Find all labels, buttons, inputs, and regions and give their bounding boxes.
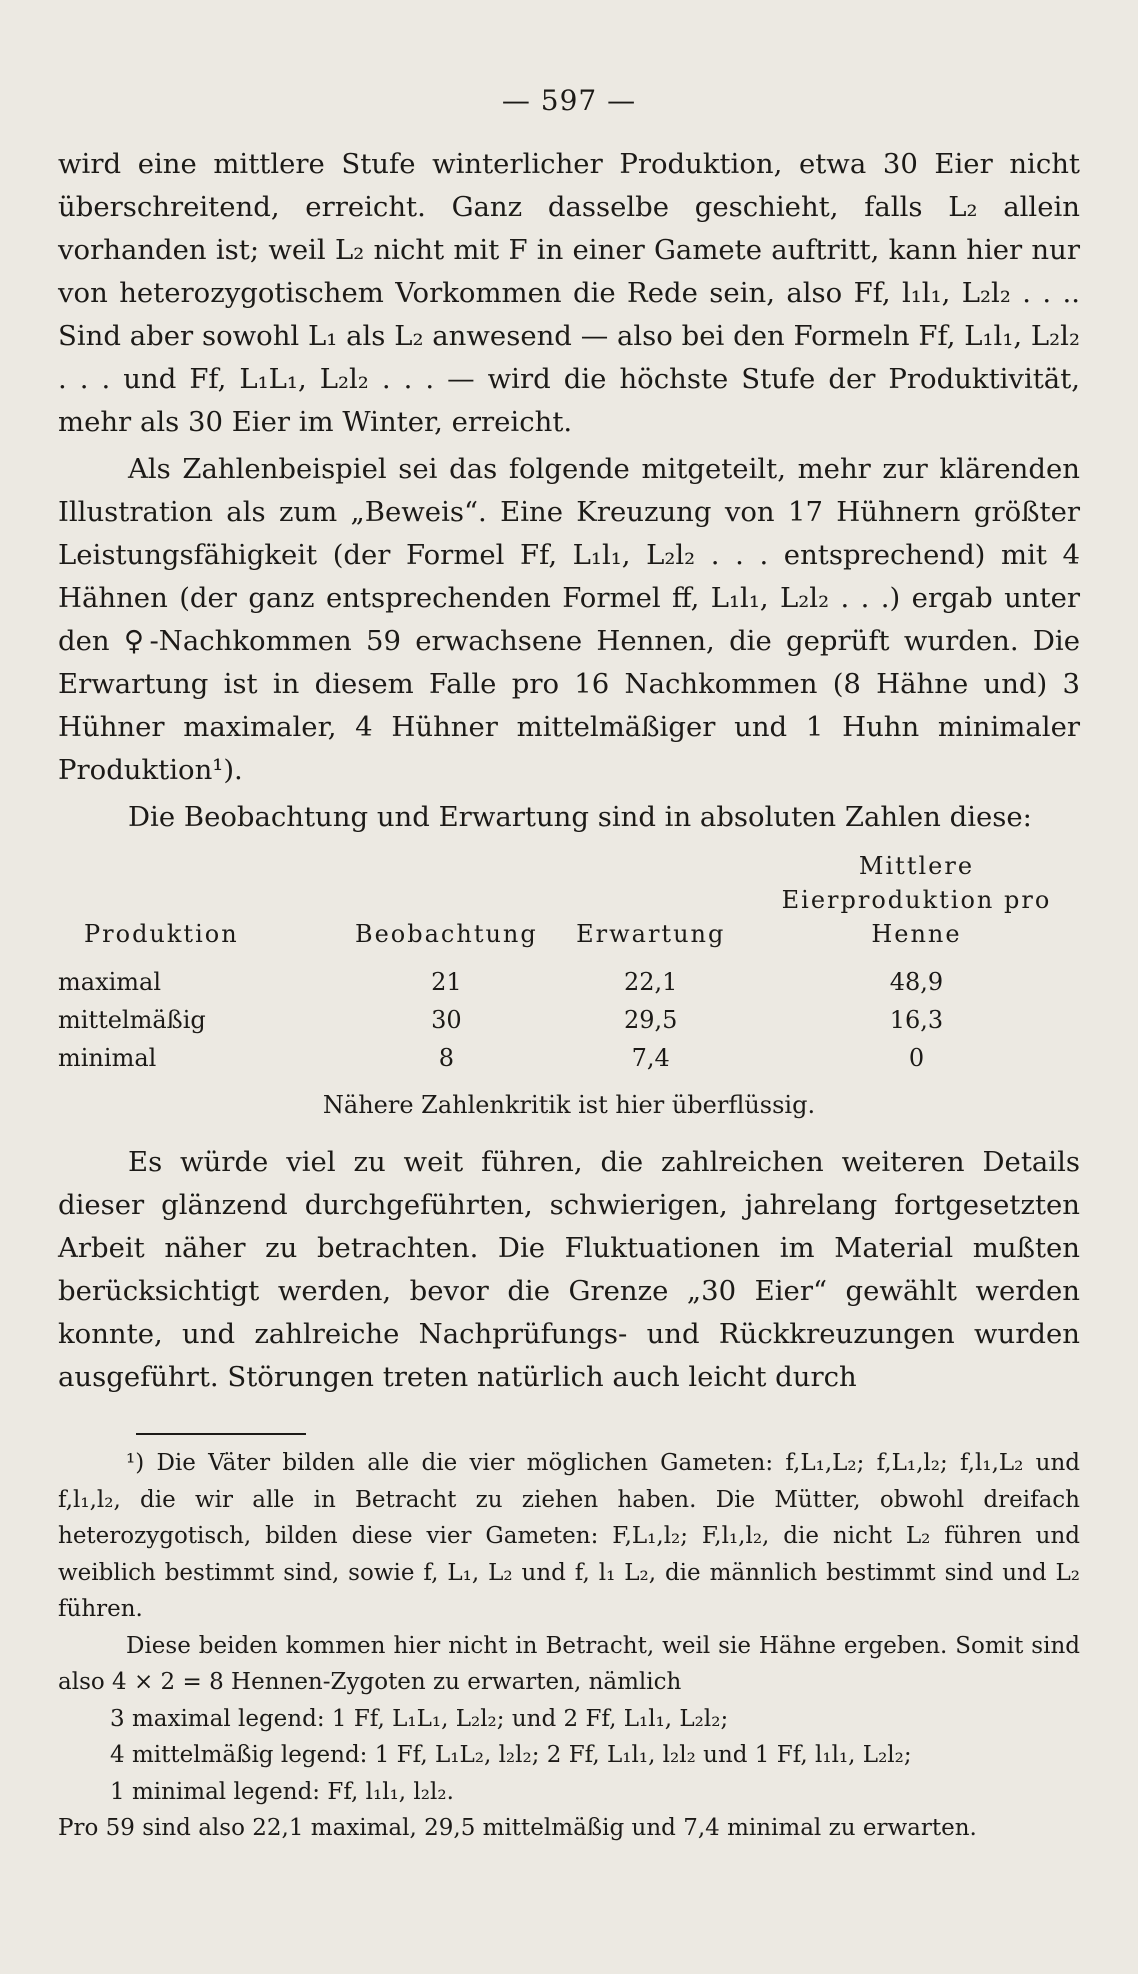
cell-label: maximal [58, 968, 162, 996]
table-row [58, 1039, 1080, 1077]
header-produktion: Produktion [84, 920, 239, 948]
cell-beobachtung: 8 [438, 1044, 454, 1072]
paragraph-2: Als Zahlenbeispiel sei das folgende mitgeteilt, mehr zur klärenden Illustration als zum „Beweis“. Eine Kreuzung von 17 Hühnern größter Leistungsfähigkeit (der Formel Ff, L₁l₁, L₂l₂ . . . entsprechend) mit 4 Hähnen (der ganz entsprechenden Formel ff, L₁l₁, L₂l₂ . . .) ergab unter den ♀-Nachkommen 59 erwachsene Hennen, die geprüft wurden. Die Erwartung ist in diesem Falle pro 16 Nachkommen (8 Hähne und) 3 Hühner maximaler, 4 Hühner mittelmäßiger und 1 Huhn minimaler Produktion¹). [58, 453, 1080, 786]
cell-erwartung: 29,5 [624, 1006, 678, 1034]
main-text [58, 143, 1080, 1399]
header-erwartung: Erwartung [576, 920, 726, 948]
footnote-continuation: Diese beiden kommen hier nicht in Betracht, weil sie Hähne ergeben. Somit sind also 4 × 2 = 8 Hennen-Zygoten zu erwarten, nämlich [58, 1632, 1080, 1695]
cell-eierproduktion: 48,9 [889, 968, 944, 996]
cell-eierproduktion: 0 [908, 1044, 925, 1072]
footnote-list-item: 3 maximal legend: 1 Ff, L₁L₁, L₂l₂; und 2 Ff, L₁l₁, L₂l₂; [110, 1705, 729, 1732]
table-note: Nähere Zahlenkritik ist hier überflüssig. [322, 1091, 816, 1119]
cell-erwartung: 7,4 [631, 1044, 670, 1072]
cell-beobachtung: 30 [431, 1006, 462, 1034]
table-header-row [58, 849, 1080, 963]
footnotes [58, 1445, 1080, 1847]
header-beobachtung: Beobachtung [354, 920, 538, 948]
footnote-list-item: 4 mittelmäßig legend: 1 Ff, L₁L₂, l₂l₂; 2 Ff, L₁l₁, l₂l₂ und 1 Ff, l₁l₁, L₂l₂; [110, 1742, 912, 1768]
cell-label: minimal [58, 1044, 157, 1072]
cell-label: mittelmäßig [58, 1006, 206, 1034]
cell-beobachtung: 21 [431, 968, 462, 996]
footnote-1: ¹) Die Väter bilden alle die vier möglichen Gameten: f,L₁,L₂; f,L₁,l₂; f,l₁,L₂ und f,l₁,l₂, die wir alle in Betracht zu ziehen haben. Die Mütter, obwohl dreifach heterozygotisch, bilden diese vier Gameten: F,L₁,l₂; F,l₁,l₂, die nicht L₂ führen und weiblich bestimmt sind, sowie f, L₁, L₂ und f, l₁ L₂, die männlich bestimmt sind und L₂ führen. [58, 1450, 1080, 1622]
cell-erwartung: 22,1 [624, 968, 678, 996]
cell-eierproduktion: 16,3 [889, 1006, 944, 1034]
production-table [58, 849, 1080, 1077]
paragraph-3: Die Beobachtung und Erwartung sind in absoluten Zahlen diese: [128, 801, 1032, 833]
footnote-list-item: 1 minimal legend: Ff, l₁l₁, l₂l₂. [110, 1778, 454, 1805]
paragraph-4: Es würde viel zu weit führen, die zahlreichen weiteren Details dieser glänzend durchgeführten, schwierigen, jahrelang fortgesetzten Arbeit näher zu betrachten. Die Fluktuationen im Material mußten berücksichtigt werden, bevor die Grenze „30 Eier“ gewählt werden konnte, und zahlreiche Nachprüfungs- und Rückkreuzungen wurden ausgeführt. Störungen treten natürlich auch leicht durch [58, 1146, 1080, 1393]
footnote-conclusion: Pro 59 sind also 22,1 maximal, 29,5 mittelmäßig und 7,4 minimal zu erwarten. [58, 1815, 977, 1841]
paragraph-1: wird eine mittlere Stufe winterlicher Produktion, etwa 30 Eier nicht überschreitend, erreicht. Ganz dasselbe geschieht, falls L₂ allein vorhanden ist; weil L₂ nicht mit F in einer Gamete auftritt, kann hier nur von heterozygotischem Vorkommen die Rede sein, also Ff, l₁l₁, L₂l₂ . . .. Sind aber sowohl L₁ als L₂ anwesend — also bei den Formeln Ff, L₁l₁, L₂l₂ . . . und Ff, L₁L₁, L₂l₂ . . . — wird die höchste Stufe der Produktivität, mehr als 30 Eier im Winter, erreicht. [58, 148, 1080, 438]
table-row [58, 963, 1080, 1001]
page-number: — 597 — [501, 84, 637, 117]
header-eierproduktion: Mittlere Eierproduktion pro Henne [781, 852, 1052, 948]
footnote-divider [136, 1433, 306, 1435]
table-row [58, 1001, 1080, 1039]
